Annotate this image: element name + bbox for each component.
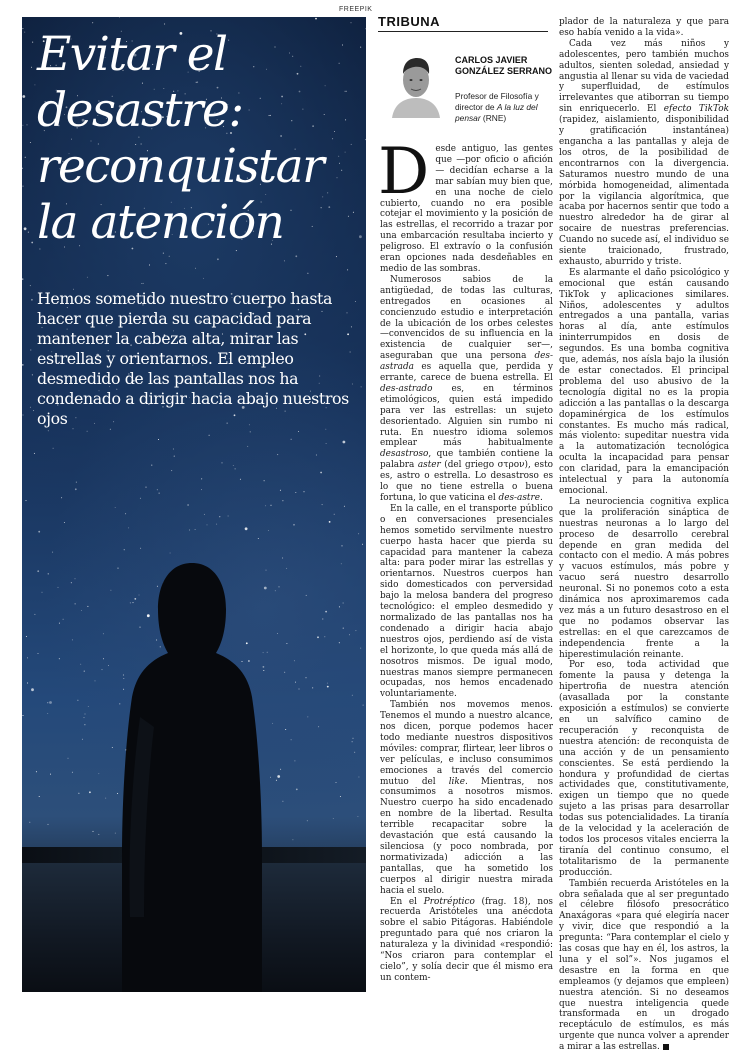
star — [204, 514, 205, 515]
star — [171, 470, 172, 471]
star — [203, 278, 204, 279]
star — [363, 705, 364, 706]
star — [250, 431, 251, 432]
star — [336, 782, 337, 783]
star — [187, 504, 189, 506]
star — [333, 818, 334, 819]
star — [163, 253, 164, 254]
star — [294, 660, 295, 661]
star — [38, 653, 39, 654]
star — [159, 493, 160, 494]
star — [173, 449, 174, 450]
paragraph: En la calle, en el transporte público o en conversaciones presenciales hemos sometido servilmente nuestro cuerpo hasta hacer que pierda su capacidad para mantener la cabeza alta: para poder mirar las estrellas y orientarnos. Nuestros cuerpos han sido domesticados con perversidad bajo la melosa bandera del progreso tecnológico: el empleo desmedido y normalizado de las pantallas nos ha condenado a dirigir hacia abajo nuestros ojos, perdiendo así de vista el horizonte, lo que queda más allá de nosotros mismos. De igual modo, nuestras manos siempre permanecen ocupadas, nos hemos encadenado voluntariamente. — [380, 503, 553, 700]
star — [25, 157, 26, 158]
star — [318, 726, 319, 727]
star — [292, 839, 293, 840]
star — [329, 521, 331, 523]
star — [264, 480, 265, 481]
star — [326, 443, 327, 444]
star — [39, 796, 40, 797]
star — [143, 283, 144, 284]
star — [322, 504, 323, 505]
star — [322, 619, 323, 620]
star — [334, 514, 335, 515]
show-title: A la luz del pensar — [455, 102, 538, 123]
star — [31, 688, 34, 691]
star — [357, 816, 358, 817]
star — [36, 771, 37, 772]
star — [141, 283, 142, 284]
star — [48, 573, 49, 574]
star — [295, 682, 296, 683]
star — [63, 619, 64, 620]
star — [284, 260, 285, 261]
star — [347, 269, 348, 270]
star — [30, 407, 31, 408]
star — [64, 522, 65, 523]
paragraph: Cada vez más niños y adolescentes, pero también muchos adultos, sienten soledad, ansiedad y angustia al llenar su vida de vaciedad y superfluidad, de estímulos irrelevantes que atiborran su tiempo sin enriquecerlo. El efecto TikTok (rapidez, aislamiento, disponibilidad y gratificación instantánea) engancha a las pantallas y aleja de los otros, de la posibilidad de encontrarnos con la divergencia. Saturamos nuestro mundo de una mórbida homogeneidad, alimentada por la vigilancia algorítmica, que acaba por hacernos sentir que todo a nuestro alrededor ha de girar al socaire de nuestras preferencias. Cuando no sucede así, el individuo se siente traicionado, frustrado, exhausto, aburrido y triste. — [559, 38, 730, 267]
paragraph: También nos movemos menos. Tenemos el mundo a nuestro alcance, nos dicen, porque podemos hacer todo mediante nuestros dispositivos móviles: comprar, flirtear, leer libros o ver películas, e incluso consumimos emociones a través del comercio mutuo del like. Mientras, nos consumimos a nosotros mismos. Nuestro cuerpo ha sido encadenado en nombre de la libertad. Resulta terrible recapacitar sobre la devastación que está causando la silenciosa (y poco nombrada, por normativizada) adicción a las pantallas, que ha sometido los cuerpos al dirigir nuestra mirada hacia el suelo. — [380, 700, 554, 896]
star — [342, 545, 343, 546]
star — [88, 706, 89, 707]
star — [358, 533, 359, 534]
star — [24, 227, 27, 230]
star — [325, 611, 327, 613]
star — [327, 683, 328, 684]
star — [61, 497, 62, 498]
star — [48, 430, 49, 431]
star — [324, 636, 325, 637]
star — [89, 791, 91, 793]
star — [107, 275, 108, 276]
star — [343, 603, 344, 604]
star — [195, 268, 196, 269]
paragraph: plador de la naturaleza y que para eso había venido a la vida». — [559, 17, 729, 38]
star — [119, 17, 120, 18]
end-mark-icon — [663, 1044, 669, 1050]
drop-cap: D — [378, 135, 430, 209]
star — [294, 760, 295, 761]
star — [316, 455, 317, 456]
star — [195, 529, 196, 530]
star — [312, 687, 313, 688]
star — [31, 299, 33, 301]
star — [358, 777, 359, 778]
author-role: Profesor de Filosofía y director de A la luz del pensar (RNE) — [455, 91, 539, 123]
photo-credit: FREEPIK — [339, 6, 373, 13]
star — [306, 677, 307, 678]
star — [84, 717, 85, 718]
star — [72, 772, 73, 773]
star — [268, 530, 269, 531]
paragraph: También recuerda Aristóteles en la obra señalada que al ser preguntado el célebre filósofo presocrático Anaxágoras «para qué elegiría nacer y vivir, dice que respondió a la pregunta: “Para contemplar el cielo y las cosas que hay en él, los astros, la luna y el sol”». Nos jugamos el desastre en la forma en que empleamos (y dejamos que empleen) nuestra atención. Si no deseamos que nuestra inteligencia quede transformada en un drogado receptáculo de estímulos, es más urgente que nunca volver a aprender a mirar a las estrellas. — [559, 878, 729, 1053]
star — [207, 524, 208, 525]
author-name: CARLOS JAVIER GONZÁLEZ SERRANO — [455, 55, 553, 76]
star — [31, 67, 32, 68]
star — [26, 636, 27, 637]
star — [115, 507, 116, 508]
star — [247, 446, 248, 447]
star — [34, 614, 35, 615]
star — [201, 489, 202, 490]
star — [68, 758, 69, 759]
star — [307, 820, 308, 821]
star — [164, 24, 165, 25]
star — [30, 285, 31, 286]
star — [352, 695, 353, 696]
star — [75, 488, 77, 490]
star — [271, 505, 272, 506]
star — [22, 95, 25, 98]
star — [32, 374, 33, 375]
star — [58, 587, 59, 588]
star — [293, 524, 295, 526]
star — [146, 487, 147, 488]
star — [299, 689, 300, 690]
star — [365, 28, 366, 29]
star — [87, 431, 88, 432]
star — [317, 636, 319, 638]
star — [339, 642, 340, 643]
star — [240, 479, 241, 480]
star — [42, 592, 43, 593]
star — [85, 714, 86, 715]
hero-image — [22, 17, 366, 992]
star — [222, 462, 223, 463]
star — [343, 441, 346, 444]
star — [228, 516, 229, 517]
author-avatar — [386, 50, 446, 118]
star — [34, 84, 35, 85]
star — [22, 278, 24, 280]
paragraph: Numerosos sabios de la antigüedad, de todas las culturas, entregados en ocasiones al concienzudo estudio e interpretación de la ubicación de los orbes celestes —convencidos de su influencia en la existencia de cualquier ser—, aseguraban que una persona des-astrada es aquella que, perdida y errante, carece de buena estrella. El des-astrado es, en términos etimológicos, quien está impedido para ver las estrellas: un sujeto desorientado. Alguien sin rumbo ni ruta. En nuestro idioma solemos emplear más habitualmente desastroso, que también contiene la palabra aster (del griego στρον), esto es, astro o estrella. Lo desastroso es lo que no tiene estrella o buena fortuna, lo que vaticina el des-astre. — [380, 274, 554, 503]
article-column-1 — [378, 135, 554, 984]
star — [76, 482, 77, 483]
star — [22, 364, 24, 366]
star — [341, 563, 342, 564]
star — [80, 664, 81, 665]
star — [245, 527, 248, 530]
star — [75, 578, 76, 579]
star — [169, 256, 170, 257]
star — [355, 630, 356, 631]
star — [23, 415, 24, 416]
star — [53, 448, 54, 449]
lede: Hemos sometido nuestro cuerpo hasta hacer que pierda su capacidad para mantener la cabeza alta, mirar las estrellas y orientarnos. El empleo desmedido de las pantallas nos ha condenado a dirigir hacia abajo nuestros ojos — [37, 289, 349, 428]
star — [277, 454, 278, 455]
star — [52, 552, 53, 553]
star — [22, 28, 23, 29]
star — [24, 32, 25, 33]
star — [165, 263, 166, 264]
star — [219, 516, 220, 517]
star — [174, 456, 175, 457]
star — [157, 489, 158, 490]
star — [23, 186, 24, 187]
star — [151, 465, 152, 466]
star — [352, 741, 353, 742]
star — [37, 570, 39, 572]
star — [298, 431, 299, 432]
star — [71, 582, 72, 583]
headline: Evitar el desastre: reconquistar la atención — [37, 27, 324, 250]
star — [351, 22, 352, 23]
star — [307, 273, 308, 274]
star — [280, 490, 281, 491]
star — [27, 657, 28, 658]
section-label: TRIBUNA — [378, 14, 440, 29]
star — [361, 386, 362, 387]
star — [233, 465, 234, 466]
paragraph: En el Protréptico (frag. 18), nos recuerda Aristóteles una anécdota sobre el sabio Pitágoras. Habiéndole preguntado para qué nos criaron la naturaleza y la divinidad «respondió: “Nos criaron para contemplar el cielo”, y solía decir que él mismo era un contem- — [380, 896, 553, 983]
star — [306, 595, 307, 596]
star — [349, 634, 350, 635]
star — [84, 671, 85, 672]
star — [49, 701, 52, 704]
star — [304, 491, 305, 492]
star — [201, 478, 202, 479]
star — [27, 683, 28, 684]
star — [27, 124, 28, 125]
star — [125, 513, 126, 514]
star — [50, 774, 51, 775]
star — [343, 628, 344, 629]
star — [339, 606, 340, 607]
star — [28, 232, 29, 233]
star — [48, 824, 49, 825]
star — [77, 700, 78, 701]
star — [38, 531, 40, 533]
star — [170, 553, 171, 554]
star — [307, 716, 308, 717]
paragraph: Por eso, toda actividad que fomente la pausa y detenga la hipertrofia de nuestra atención (avasallada por la constante exposición a estímulos) se convierte en un salvífico camino de recuperación y reconquista de nuestra atención: de reconquista de una acción y de un pensamiento conscientes. Se está perdiendo la hondura y profundidad de ciertas actividades que, constitutivamente, exigen un tiempo que no quede sujeto a las prisas para desarrollar todas sus potencialidades. La tiranía de la velocidad y la aceleración de todos los procesos vitales encierra la tiranía del continuo consumo, el totalitarismo de la permanente producción. — [559, 660, 729, 878]
star — [320, 472, 322, 474]
star — [82, 739, 83, 740]
star — [87, 277, 88, 278]
star — [84, 724, 85, 725]
star — [189, 530, 190, 531]
star — [344, 506, 345, 507]
star — [78, 793, 79, 794]
star — [327, 686, 329, 688]
star — [87, 606, 88, 607]
star — [209, 435, 210, 436]
star — [124, 549, 125, 550]
star — [30, 350, 31, 351]
star — [59, 658, 60, 659]
star — [336, 256, 337, 257]
star — [282, 500, 283, 501]
star — [158, 439, 159, 440]
star — [216, 524, 217, 525]
star — [59, 623, 60, 624]
star — [353, 738, 354, 739]
star — [365, 139, 366, 140]
star — [360, 47, 361, 48]
star — [30, 142, 31, 143]
star — [31, 242, 33, 244]
star — [32, 42, 33, 43]
star — [296, 789, 298, 791]
star — [217, 258, 219, 260]
star — [47, 702, 48, 703]
article-column-2 — [559, 17, 729, 1053]
star — [354, 752, 355, 753]
star — [23, 715, 24, 716]
star — [340, 796, 341, 797]
star — [81, 610, 82, 611]
silhouette-figure — [92, 557, 292, 992]
star — [362, 544, 363, 545]
star — [258, 538, 259, 539]
star — [75, 603, 76, 604]
star — [47, 713, 48, 714]
star — [265, 505, 266, 506]
star — [72, 639, 73, 640]
section-rule — [378, 31, 548, 32]
star — [149, 265, 150, 266]
star — [235, 468, 236, 469]
star — [295, 492, 296, 493]
paragraph: Es alarmante el daño psicológico y emocional que están causando TikTok y aplicaciones similares. Niños, adolescentes y adultos entregados a una pantalla, varias horas al día, ante estímulos ininterrumpidos en dosis de segundos. Es una bomba cognitiva que, además, nos aísla bajo la ilusión de estar conectados. El principal problema del uso abusivo de la tecnología digital no es la propia adicción a las pantallas o la descarga dopaminérgica de los estímulos constantes. Es mucho más radical, más violento: supeditar nuestra vida a la automatización tecnológica oculta la incapacidad para pensar con claridad, para la emancipación intelectual y para la autonomía emocional. — [559, 267, 729, 496]
star — [22, 125, 23, 126]
star — [140, 548, 141, 549]
star — [26, 500, 27, 501]
star — [29, 822, 30, 823]
star — [291, 439, 292, 440]
star — [359, 235, 362, 238]
star — [128, 527, 129, 528]
star — [360, 648, 361, 649]
paragraph: Desde antiguo, las gentes que —por oficio o afición— decidían echarse a la mar sabían muy bien que, en una noche de cielo cubierto, cuando no era posible cotejar el movimiento y la posición de las estrellas, el recorrido a trazar por una embarcación resultaba incierto y peligroso. El extravío o la confusión eran opciones nada desdeñables en medio de las sombras. — [378, 135, 553, 274]
star — [140, 498, 141, 499]
star — [315, 18, 317, 20]
paragraph: La neurociencia cognitiva explica que la proliferación sináptica de nuestras neuronas a lo largo del proceso de desarrollo cerebral depende en gran medida del contacto con el medio. A más pobres y vacuos estímulos, más pobre y vacuo será nuestro desarrollo neuronal. Si no ponemos coto a esta dinámica nos aproximaremos cada vez más a un futuro desastroso en el que no podamos observar las estrellas: en el que carezcamos de independencia frente a la hiperestimulación reinante. — [559, 496, 729, 660]
star — [92, 22, 93, 23]
star — [33, 410, 34, 411]
star — [34, 453, 35, 454]
star — [22, 168, 23, 169]
star — [295, 255, 297, 257]
